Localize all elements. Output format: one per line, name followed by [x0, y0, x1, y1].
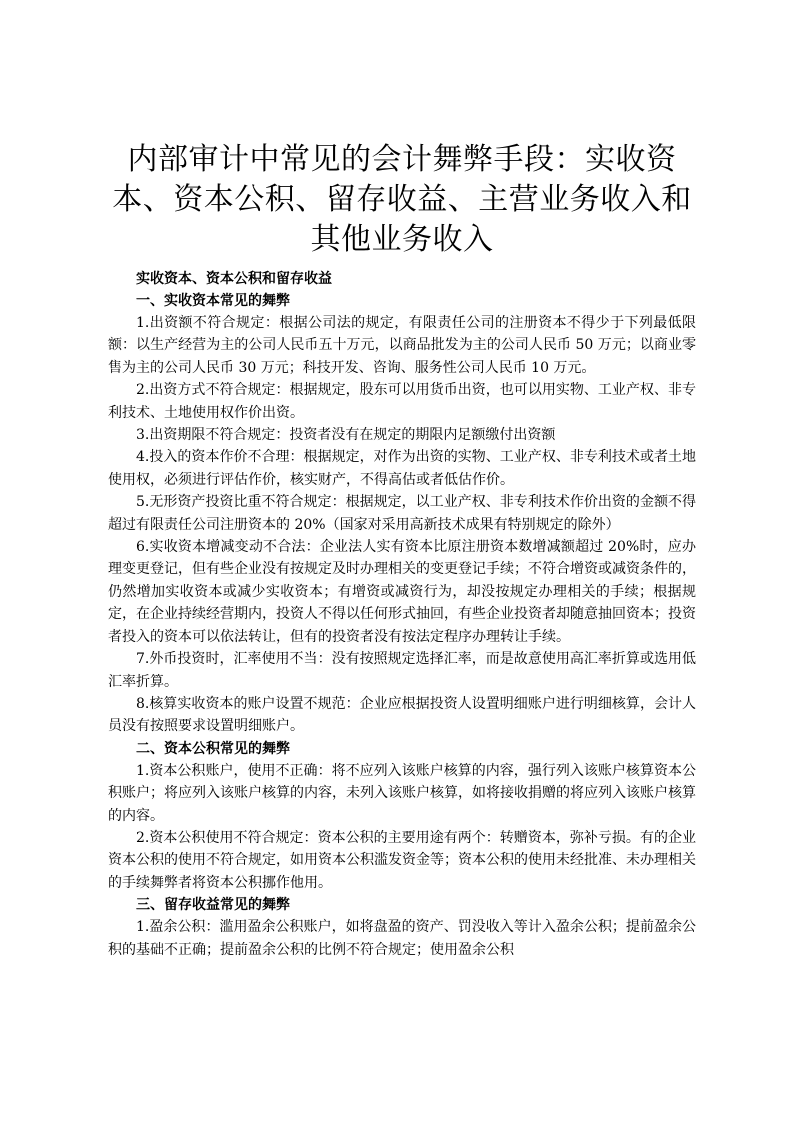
paragraph: 4.投入的资本作价不合理：根据规定，对作为出资的实物、工业产权、非专利技术或者土地使用权，必须进行评估作价，核实财产，不得高估或者低估作价。 [108, 449, 696, 488]
paragraph: 1.资本公积账户，使用不正确：将不应列入该账户核算的内容，强行列入该账户核算资本公积账户；将应列入该账户核算的内容，未列入该账户核算，如将接收捐赠的将应列入该账户核算的内容。 [108, 762, 696, 824]
paragraph: 1.出资额不符合规定：根据公司法的规定，有限责任公司的注册资本不得少于下列最低限额：以生产经营为主的公司人民币五十万元，以商品批发为主的公司人民币 50 万元；以商业零售为主的公司人民币 30 万元；科技开发、咨询、服务性公司人民币 10 万元。 [108, 315, 696, 376]
paragraph: 3.出资期限不符合规定：投资者没有在规定的期限内足额缴付出资额 [136, 427, 556, 444]
paragraph: 1.盈余公积：滥用盈余公积账户，如将盘盈的资产、罚没收入等计入盈余公积；提前盈余公积的基础不正确；提前盈余公积的比例不符合规定；使用盈余公积 [108, 919, 696, 958]
paragraph: 5.无形资产投资比重不符合规定：根据规定，以工业产权、非专利技术作价出资的金额不得超过有限责任公司注册资本的 20%（国家对采用高新技术成果有特别规定的除外） [108, 494, 696, 533]
paragraph: 2.出资方式不符合规定：根据规定，股东可以用货币出资，也可以用实物、工业产权、非专利技术、土地使用权作价出资。 [108, 382, 696, 421]
section-heading: 一、实收资本常见的舞弊 [136, 293, 290, 309]
section-heading: 二、资本公积常见的舞弊 [136, 740, 290, 757]
paragraph: 6.实收资本增减变动不合法：企业法人实有资本比原注册资本数增减额超过 20%时，应办理变更登记，但有些企业没有按规定及时办理相关的变更登记手续；不符合增资或减资条件的，仍然增加实收资本或减少实收资本；有增资或减资行为，却没按规定办理相关的手续；根据规定，在企业持续经营期内，投资人不得以任何形式抽回，有些企业投资者却随意抽回资本；投资者投入的资本可以依法转让，但有的投资者没有按法定程序办理转让手续。 [108, 539, 696, 645]
paragraph: 7.外币投资时，汇率使用不当：没有按照规定选择汇率，而是故意使用高汇率折算或选用低汇率折算。 [108, 651, 696, 690]
paragraph: 2.资本公积使用不符合规定：资本公积的主要用途有两个：转赠资本，弥补亏损。有的企业资本公积的使用不符合规定，如用资本公积滥发资金等；资本公积的使用未经批准、未办理相关的手续舞弊者将资本公积挪作他用。 [108, 829, 696, 891]
section-heading: 三、留存收益常见的舞弊 [136, 897, 290, 914]
section-title: 实收资本、资本公积和留存收益 [136, 271, 332, 287]
document-page [108, 140, 696, 961]
document-title: 内部审计中常见的会计舞弊手段：实收资本、资本公积、留存收益、主营业务收入和其他业务收入 [112, 142, 692, 257]
paragraph: 8.核算实收资本的账户设置不规范：企业应根据投资人设置明细账户进行明细核算，会计人员没有按照要求设置明细账户。 [108, 695, 696, 735]
